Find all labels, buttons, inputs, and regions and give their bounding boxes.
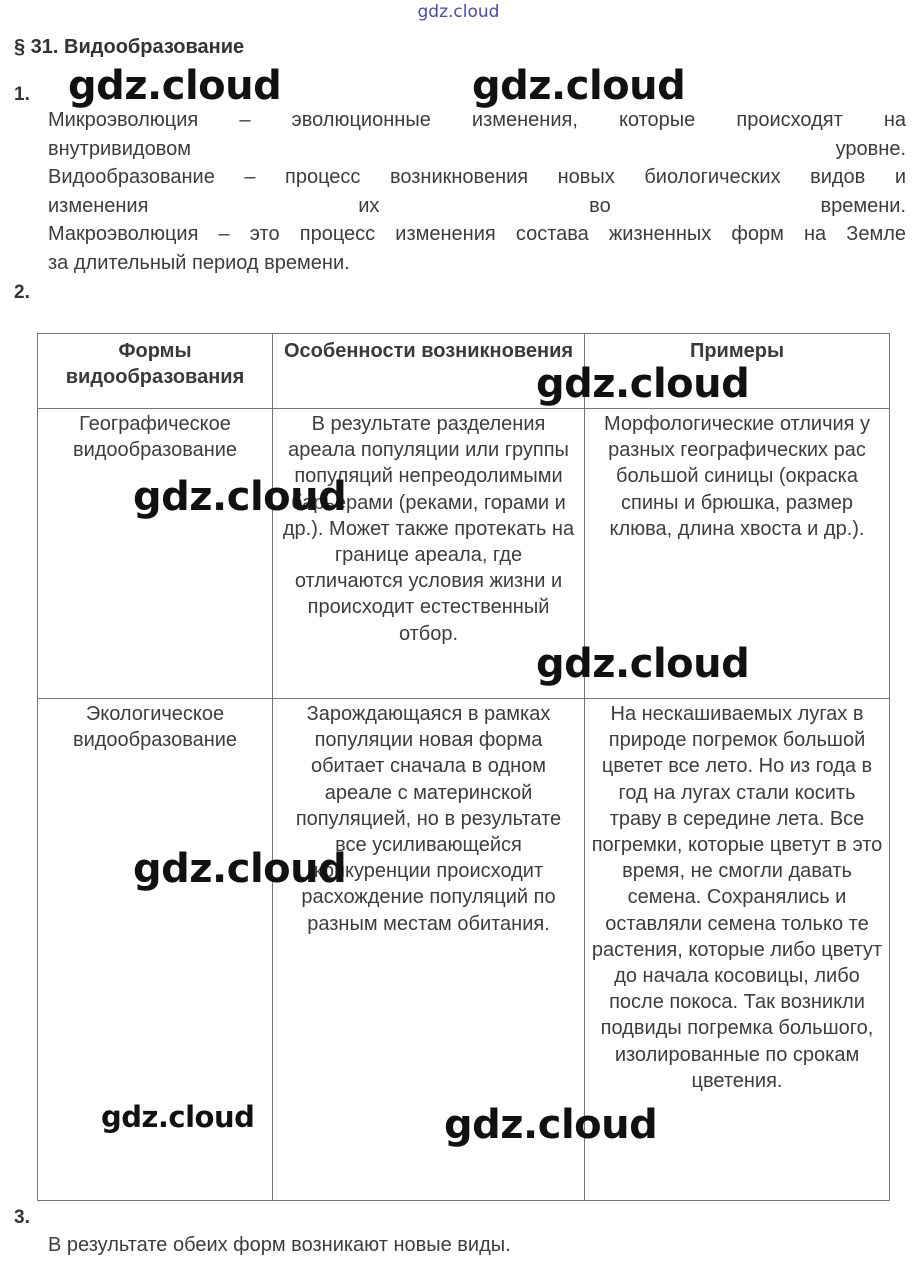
cell-examples: На нескашиваемых лугах в природе погремок большой цветет все лето. Но из года в год на лугах стали косить траву в середине лета. Все погремки, которые цветут в это время, не смогли давать семена. Сохранялись и оставляли семена только те растения, которые либо цветут до начала косовицы, либо после покоса. Так возникли подвиды погремка большого, изолированные по срокам цветения.: [585, 699, 890, 1201]
section-3-answer: В результате обеих форм возникают новые виды.: [48, 1234, 511, 1256]
section-1-line: изменения их во времени.: [48, 194, 906, 217]
section-1-line: Видообразование – процесс возникновения новых биологических видов и: [48, 166, 906, 189]
watermark: gdz.cloud: [444, 1102, 658, 1148]
watermark: gdz.cloud: [101, 1100, 255, 1134]
header-forms: Формы видообразования: [38, 334, 273, 409]
section-1-line: за длительный период времени.: [48, 252, 350, 274]
watermark: gdz.cloud: [472, 63, 686, 109]
speciation-table: [37, 333, 890, 1201]
header-features: Особенности возникновения: [273, 334, 585, 409]
section-1-line: Макроэволюция – это процесс изменения состава жизненных форм на Земле: [48, 223, 906, 246]
section-2-number: 2.: [14, 282, 30, 303]
cell-features: В результате разделения ареала популяции или группы популяций непреодолимыми барьерами (реками, горами и др.). Может также протекать на границе ареала, где отличаются условия жизни и происходит естественный отбор.: [273, 409, 585, 699]
page-title: § 31. Видообразование: [14, 36, 245, 58]
cell-examples: Морфологические отличия у разных географических рас большой синицы (окраска спины и брюшка, размер клюва, длина хвоста и др.).: [585, 409, 890, 699]
watermark: gdz.cloud: [536, 361, 750, 407]
watermark: gdz.cloud: [133, 846, 347, 892]
section-1-number: 1.: [14, 84, 30, 105]
header-examples: Примеры: [585, 334, 890, 409]
cell-features: Зарождающаяся в рамках популяции новая форма обитает сначала в одном ареале с материнской популяцией, но в результате все усиливающейся конкуренции происходит расхождение популяций по разным местам обитания.: [273, 699, 585, 1201]
table-row: [38, 409, 890, 699]
table-header-row: [38, 334, 890, 409]
site-mark: gdz.cloud: [417, 2, 500, 22]
watermark: gdz.cloud: [133, 474, 347, 520]
section-1-line: внутривидовом уровне.: [48, 137, 906, 160]
cell-form: Географическое видообразование: [38, 409, 273, 699]
watermark: gdz.cloud: [68, 63, 282, 109]
watermark: gdz.cloud: [536, 641, 750, 687]
section-1-line: Микроэволюция – эволюционные изменения, которые происходят на: [48, 109, 906, 131]
section-3-number: 3.: [14, 1207, 30, 1228]
cell-form: Экологическое видообразование: [38, 699, 273, 1201]
